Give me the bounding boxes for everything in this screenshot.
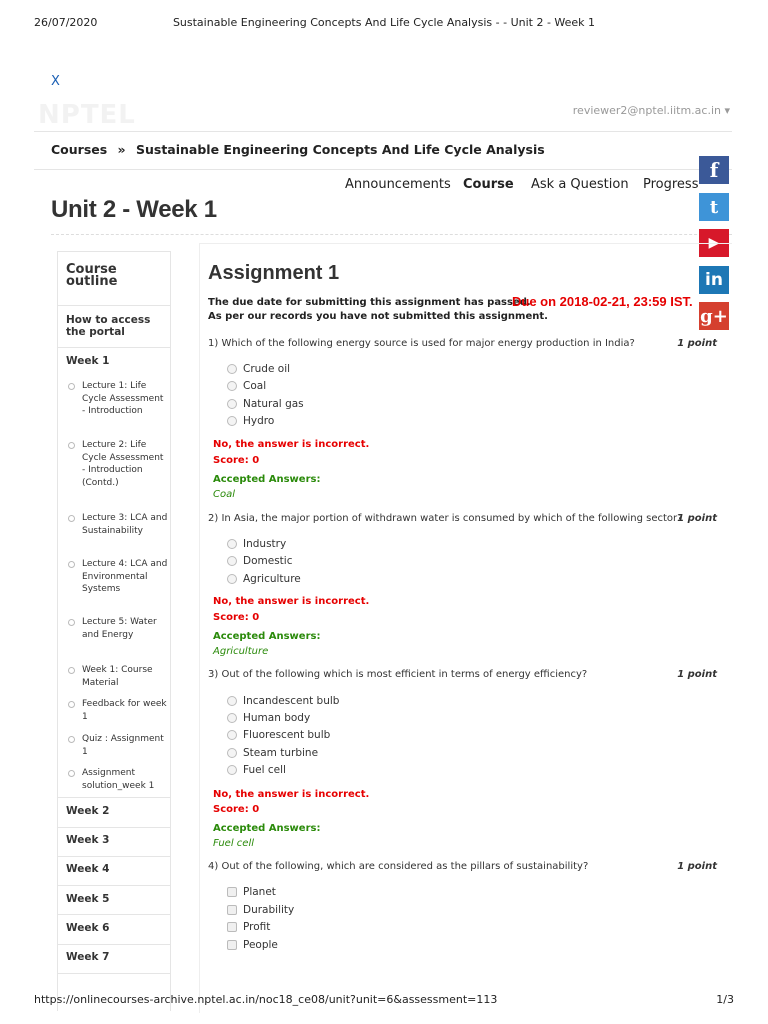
radio-icon[interactable] <box>227 556 237 566</box>
status-dot-icon <box>68 561 75 568</box>
q2-result: No, the answer is incorrect. <box>213 596 370 607</box>
checkbox-icon[interactable] <box>227 887 237 897</box>
checkbox-icon[interactable] <box>227 940 237 950</box>
user-menu[interactable]: reviewer2@nptel.iitm.ac.in ▾ <box>572 104 730 117</box>
lecture-label: Lecture 3: LCA and Sustainability <box>82 513 168 536</box>
radio-icon[interactable] <box>227 748 237 758</box>
option-label: Industry <box>243 538 287 550</box>
option-label: Incandescent bulb <box>243 695 340 707</box>
sidebar-divider <box>58 827 170 828</box>
option-label: Agriculture <box>243 573 301 585</box>
option-label: Human body <box>243 712 311 724</box>
breadcrumb-separator: » <box>117 142 126 157</box>
nav-ask-question[interactable]: Ask a Question <box>531 177 629 192</box>
course-outline-sidebar <box>57 251 171 1011</box>
lecture-label: Lecture 5: Water and Energy <box>82 617 157 640</box>
option-label: Fluorescent bulb <box>243 729 331 741</box>
checkbox-icon[interactable] <box>227 922 237 932</box>
print-url: https://onlinecourses-archive.nptel.ac.in/noc18_ce08/unit?unit=6&assessment=113 <box>34 993 498 1006</box>
lecture-label: Quiz : Assignment 1 <box>82 734 164 757</box>
nav-announcements[interactable]: Announcements <box>345 177 451 192</box>
sidebar-item-access-portal[interactable]: How to access the portal <box>66 314 151 338</box>
option-label: Durability <box>243 904 295 916</box>
checkbox-icon[interactable] <box>227 905 237 915</box>
divider <box>51 234 732 235</box>
q2-score: Score: 0 <box>213 612 260 623</box>
radio-icon[interactable] <box>227 730 237 740</box>
status-dot-icon <box>68 770 75 777</box>
twitter-icon[interactable]: t <box>699 193 729 221</box>
radio-icon[interactable] <box>227 713 237 723</box>
status-dot-icon <box>68 701 75 708</box>
radio-icon[interactable] <box>227 381 237 391</box>
radio-icon[interactable] <box>227 696 237 706</box>
sidebar-item-week-5[interactable]: Week 5 <box>66 893 110 905</box>
sidebar-divider <box>58 914 170 915</box>
sidebar-divider <box>58 347 170 348</box>
lecture-label: Lecture 1: Life Cycle Assessment - Introduction <box>82 381 164 416</box>
q2-accepted-label: Accepted Answers: <box>213 631 321 642</box>
print-title: Sustainable Engineering Concepts And Life Cycle Analysis - - Unit 2 - Week 1 <box>172 16 596 29</box>
lecture-label: Lecture 2: Life Cycle Assessment - Introduction (Contd.) <box>82 440 164 488</box>
print-date: 26/07/2020 <box>34 16 98 29</box>
q3-accepted-answer: Fuel cell <box>213 838 255 849</box>
not-submitted-notice: As per our records you have not submitted this assignment. <box>208 311 548 322</box>
radio-icon[interactable] <box>227 364 237 374</box>
breadcrumb <box>51 142 545 157</box>
unit-title: Unit 2 - Week 1 <box>51 196 217 223</box>
q1-accepted-answer: Coal <box>213 489 236 500</box>
option-label: Profit <box>243 921 271 933</box>
sidebar-item-week-3[interactable]: Week 3 <box>66 834 110 846</box>
status-dot-icon <box>68 515 75 522</box>
facebook-icon[interactable]: f <box>699 156 729 184</box>
lecture-label: Lecture 4: LCA and Environmental Systems <box>82 559 168 594</box>
option-label: Natural gas <box>243 398 304 410</box>
breadcrumb-courses[interactable]: Courses <box>51 142 108 157</box>
sidebar-item-week-2[interactable]: Week 2 <box>66 805 110 817</box>
question-1-text: 1) Which of the following energy source is used for major energy production in India? <box>208 338 635 349</box>
radio-icon[interactable] <box>227 416 237 426</box>
status-dot-icon <box>68 619 75 626</box>
question-3-points: 1 point <box>677 669 717 680</box>
sidebar-divider <box>58 944 170 945</box>
linkedin-icon[interactable]: in <box>699 266 729 294</box>
option-label: Hydro <box>243 415 275 427</box>
q1-result: No, the answer is incorrect. <box>213 439 370 450</box>
radio-icon[interactable] <box>227 399 237 409</box>
sidebar-item-week-1[interactable]: Week 1 <box>66 355 110 367</box>
status-dot-icon <box>68 667 75 674</box>
sidebar-title: Course outline <box>66 262 118 289</box>
nptel-logo: NPTEL <box>38 100 136 130</box>
sidebar-divider <box>58 797 170 798</box>
sidebar-divider <box>58 885 170 886</box>
nav-course[interactable]: Course <box>463 177 514 192</box>
print-header <box>0 16 768 30</box>
lecture-label: Assignment solution_week 1 <box>82 768 155 791</box>
q1-accepted-label: Accepted Answers: <box>213 474 321 485</box>
radio-icon[interactable] <box>227 539 237 549</box>
option-label: Crude oil <box>243 363 291 375</box>
sidebar-item-week-6[interactable]: Week 6 <box>66 922 110 934</box>
question-3-text: 3) Out of the following which is most efficient in terms of energy efficiency? <box>208 669 588 680</box>
nav-progress[interactable]: Progress <box>643 177 699 192</box>
close-link[interactable]: X <box>51 74 60 89</box>
option-label: People <box>243 939 278 951</box>
radio-icon[interactable] <box>227 574 237 584</box>
sidebar-item-week-4[interactable]: Week 4 <box>66 863 110 875</box>
question-4-text: 4) Out of the following, which are considered as the pillars of sustainability? <box>208 861 589 872</box>
q3-accepted-label: Accepted Answers: <box>213 823 321 834</box>
option-label: Coal <box>243 380 267 392</box>
divider <box>34 169 732 170</box>
lecture-label: Feedback for week 1 <box>82 699 167 722</box>
sidebar-divider <box>58 305 170 306</box>
lecture-label: Week 1: Course Material <box>82 665 153 688</box>
radio-icon[interactable] <box>227 765 237 775</box>
due-passed-notice: The due date for submitting this assignment has passed. <box>208 297 531 308</box>
question-4-points: 1 point <box>677 861 717 872</box>
q1-score: Score: 0 <box>213 455 260 466</box>
assignment-panel <box>199 243 732 1013</box>
status-dot-icon <box>68 736 75 743</box>
q3-score: Score: 0 <box>213 804 260 815</box>
sidebar-divider <box>58 856 170 857</box>
q3-result: No, the answer is incorrect. <box>213 789 370 800</box>
sidebar-item-week-7[interactable]: Week 7 <box>66 951 110 963</box>
divider <box>34 131 732 132</box>
question-2-text: 2) In Asia, the major portion of withdrawn water is consumed by which of the following sector? <box>208 513 683 524</box>
status-dot-icon <box>68 442 75 449</box>
google-plus-icon[interactable]: g+ <box>699 302 729 330</box>
question-2-points: 1 point <box>677 513 717 524</box>
sidebar-divider <box>58 973 170 974</box>
due-date: Due on 2018-02-21, 23:59 IST. <box>512 294 693 309</box>
q2-accepted-answer: Agriculture <box>213 646 269 657</box>
option-label: Domestic <box>243 555 293 567</box>
option-label: Steam turbine <box>243 747 319 759</box>
breadcrumb-course[interactable]: Sustainable Engineering Concepts And Life Cycle Analysis <box>135 142 545 157</box>
youtube-icon[interactable]: ▶ <box>699 229 729 257</box>
assignment-title: Assignment 1 <box>208 262 340 284</box>
print-page-number: 1/3 <box>716 993 734 1006</box>
option-label: Planet <box>243 886 276 898</box>
option-label: Fuel cell <box>243 764 286 776</box>
status-dot-icon <box>68 383 75 390</box>
question-1-points: 1 point <box>677 338 717 349</box>
